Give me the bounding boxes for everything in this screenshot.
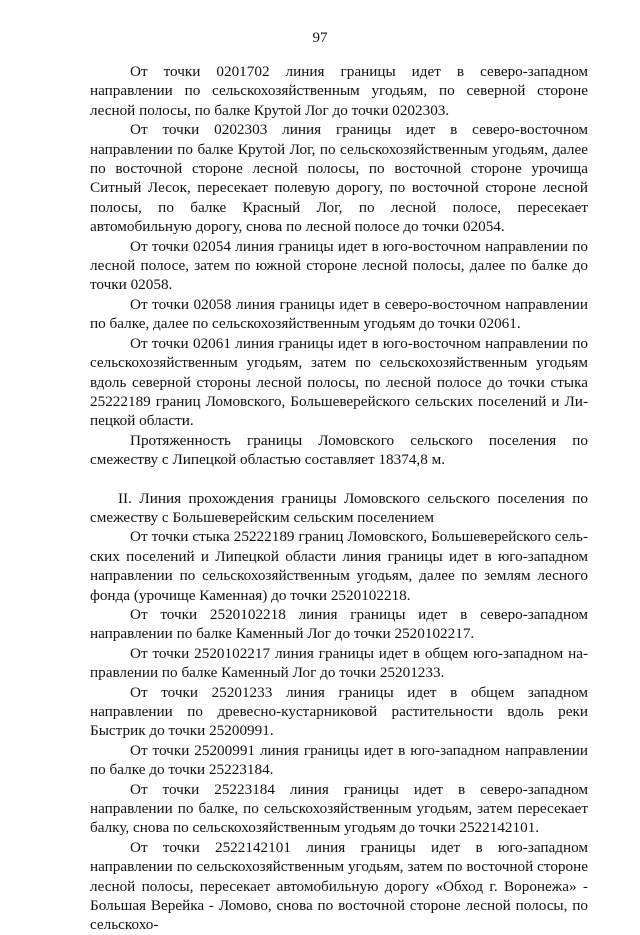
paragraph: От точки 0201702 линия границы идет в северо-западном направлении по сельскохозяйственным угодьям, по северной стороне лесной полосы, по балке Крутой Лог до точки 0202303. bbox=[90, 63, 588, 119]
paragraph: От точки 25201233 линия границы идет в общем западном направлении по древесно-кустарниковой растительности вдоль реки Быстрик до точки 25200991. bbox=[90, 683, 588, 740]
paragraph: От точки 25200991 линия границы идет в юго-западном направлении по балке до точки 25223184. bbox=[90, 741, 588, 779]
paragraph: От точки 02061 линия границы идет в юго-восточном направлении по сельскохозяйственным угодьям, затем по сельскохозяйственным угодьям вдоль северной стороны лесной полосы, по лесной полосе до точки стыка 25222189 границ Ломовского, Большеверейского сельских поселений и Липецкой области. bbox=[90, 334, 588, 430]
paragraph: От точки стыка 25222189 границ Ломовского, Большеверейского сельских поселений и Липецкой области линия границы идет в юго-западном направлении по сельскохозяйственным угодьям, далее по землям лесного фонда (урочище Каменная) до точки 2520102218. bbox=[90, 528, 588, 604]
summary-paragraph: Протяженность границы Ломовского сельского поселения по смежеству с Липецкой областью составляет 18374,8 м. bbox=[90, 431, 588, 469]
paragraph: От точки 2520102218 линия границы идет в северо-западном направлении по балке Каменный Лог до точки 2520102217. bbox=[90, 605, 588, 643]
paragraph: От точки 02054 линия границы идет в юго-восточном направлении по лесной полосе, затем по южной стороне лесной полосы, далее по балке до точки 02058. bbox=[90, 237, 588, 294]
document-body bbox=[90, 62, 588, 935]
paragraph: От точки 02058 линия границы идет в северо-восточном направлении по балке, далее по сельскохозяйственным угодьям до точки 02061. bbox=[90, 295, 588, 333]
section-heading: II. Линия прохождения границы Ломовского сельского поселения по смежеству с Большеверейским сельским поселением bbox=[90, 489, 588, 526]
paragraph: От точки 2520102217 линия границы идет в общем юго-западном направлении по балке Каменный Лог до точки 25201233. bbox=[90, 644, 588, 682]
page-number: 97 bbox=[312, 30, 328, 46]
paragraph: От точки 0202303 линия границы идет в северо-восточном направлении по балке Крутой Лог, по сельскохозяйственным угодьям, далее по восточной стороне лесной полосы, по восточной стороне урочища Ситный Лесок, пересекает полевую дорогу, по восточной стороне лесной полосы, по балке Красный Лог, по лесной полосе, пересекает автомобильную дорогу, снова по лесной полосе до точки 02054. bbox=[90, 121, 588, 236]
paragraph: От точки 2522142101 линия границы идет в юго-западном направлении по сельскохозяйственным угодьям, затем по восточной стороне лесной полосы, пересекает автомобильную дорогу «Обход г. Воронежа» - Большая Верейка - Ломово, снова по восточной стороне лесной полосы, по сельскохо- bbox=[90, 838, 588, 934]
paragraph: От точки 25223184 линия границы идет в северо-западном направлении по балке, по сельскохозяйственным угодьям, затем пересекает балку, снова по сельскохозяйственным угодьям до точки 2522142101. bbox=[90, 780, 588, 837]
